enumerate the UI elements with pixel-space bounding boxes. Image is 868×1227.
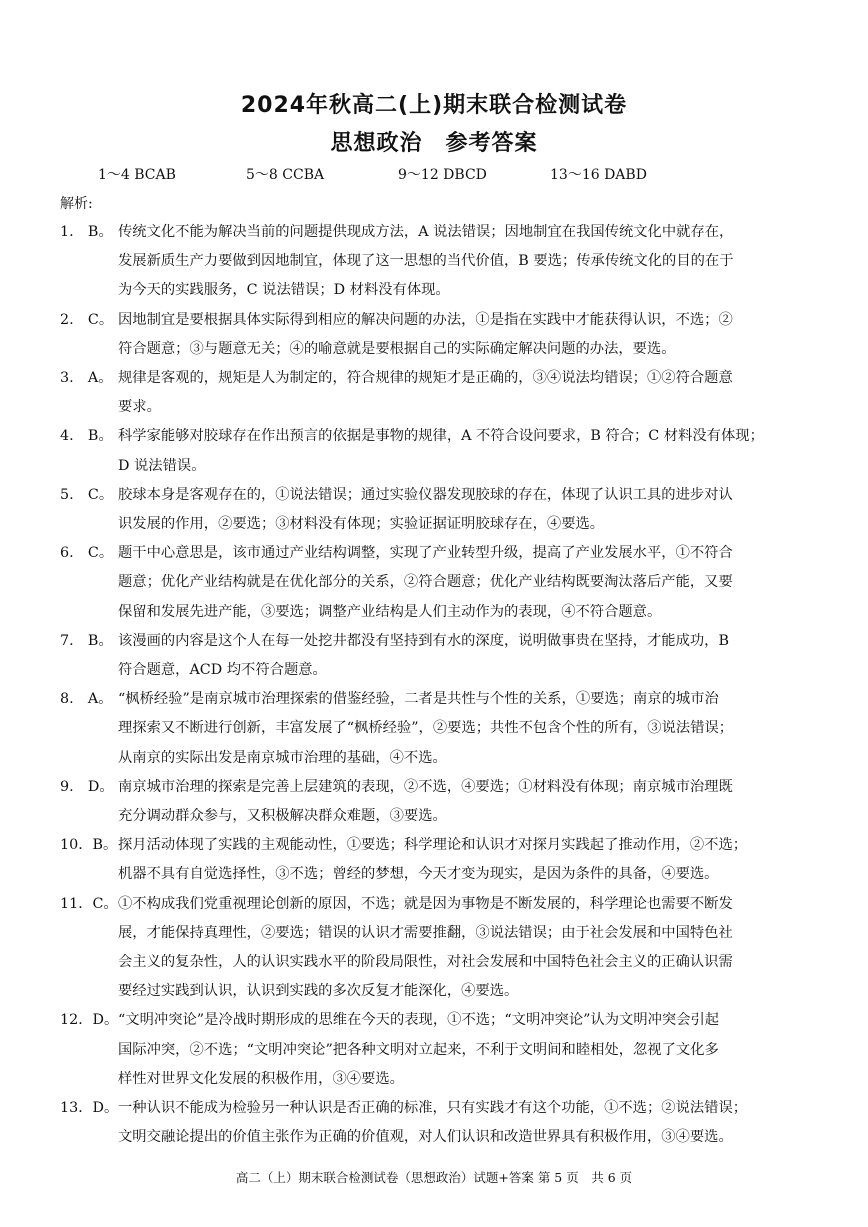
item-number: 5. C。 [60, 486, 114, 503]
item-text [118, 685, 812, 773]
answer-group: 1～4 BCAB [98, 167, 176, 183]
item-number: 9. D。 [60, 778, 114, 795]
item-number: 7. B。 [60, 632, 113, 649]
page-title: 2024年秋高二(上)期末联合检测试卷 [240, 93, 628, 118]
analysis-item [60, 890, 812, 1007]
item-text [118, 831, 812, 889]
analysis-item [60, 1094, 812, 1152]
analysis-label: 解析: [60, 196, 93, 212]
item-line: 充分调动群众参与，又积极解决群众难题，③要选。 [118, 808, 447, 825]
item-line: 符合题意，ACD 均不符合题意。 [118, 662, 327, 679]
analysis-item [60, 218, 812, 306]
item-line: 从南京的实际出发是南京城市治理的基础，④不选。 [118, 749, 447, 766]
item-line: 国际冲突，②不选；“文明冲突论”把各种文明对立起来，不利于文明间和睦相处，忽视了文化多 [118, 1041, 719, 1058]
item-line: 该漫画的内容是这个人在每一处挖井都没有坚持到有水的深度，说明做事贵在坚持，才能成功，B [118, 632, 729, 649]
analysis-item [60, 364, 812, 422]
page-subtitle: 思想政治 参考答案 [330, 131, 538, 156]
analysis-item [60, 1006, 812, 1094]
item-number: 12．D。 [60, 1012, 119, 1029]
analysis-item [60, 831, 812, 889]
item-number: 1. B。 [60, 224, 113, 240]
item-line: 为今天的实践服务，C 说法错误；D 材料没有体现。 [118, 282, 450, 299]
analysis-item [60, 627, 812, 685]
item-line: 要求。 [118, 399, 161, 416]
item-line: 要经过实践到认识，认识到实践的多次反复才能深化，④要选。 [118, 983, 519, 1000]
item-text [118, 1006, 812, 1094]
item-line: 机器不具有自觉选择性，③不选；曾经的梦想，今天才变为现实，是因为条件的具备，④要选。 [118, 866, 719, 883]
item-line: ①不构成我们党重视理论创新的原因，不选；就是因为事物是不断发展的，科学理论也需要不断发 [118, 895, 733, 912]
item-line: 保留和发展先进产能，③要选；调整产业结构是人们主动作为的表现，④不符合题意。 [118, 603, 662, 620]
item-number: 6. C。 [60, 545, 114, 562]
answer-group: 13～16 DABD [550, 167, 647, 183]
analysis-item [60, 422, 812, 480]
item-line: 传统文化不能为解决当前的问题提供现成方法，A 说法错误；因地制宜在我国传统文化中就存在， [118, 224, 734, 240]
item-number: 2. C。 [60, 311, 114, 328]
analysis-item [60, 773, 812, 831]
analysis-item [60, 306, 812, 364]
item-text [118, 627, 812, 685]
item-number: 13．D。 [60, 1100, 119, 1117]
item-number: 8. A。 [60, 691, 113, 708]
item-line: 理探索又不断进行创新，丰富发展了“枫桥经验”，②要选；共性不包含个性的所有，③说法错误； [118, 720, 734, 737]
item-number: 11．C。 [60, 895, 118, 912]
analysis-item [60, 481, 812, 539]
answer-group: 5～8 CCBA [246, 167, 325, 183]
analysis-list [60, 218, 812, 1153]
item-text [118, 1094, 812, 1152]
item-line: “枫桥经验”是南京城市治理探索的借鉴经验，二者是共性与个性的关系，①要选；南京的城市治 [118, 691, 719, 708]
item-line: 展，才能保持真理性，②要选；错误的认识才需要推翻，③说法错误；由于社会发展和中国特色社 [118, 924, 733, 941]
item-number: 3. A。 [60, 370, 113, 387]
analysis-item [60, 685, 812, 773]
item-line: 规律是客观的，规矩是人为制定的，符合规律的规矩才是正确的，③④说法均错误；①②符合题意 [118, 370, 733, 387]
item-line: 因地制宜是要根据具体实际得到相应的解决问题的办法，①是指在实践中才能获得认识，不选；② [118, 311, 733, 328]
item-line: 符合题意；③与题意无关；④的喻意就是要根据自己的实际确定解决问题的办法，要选。 [118, 340, 676, 357]
analysis-item [60, 539, 812, 627]
item-text [118, 890, 812, 1007]
item-text [118, 364, 812, 422]
item-line: 一种认识不能成为检验另一种认识是否正确的标准，只有实践才有这个功能，①不选；②说法错误； [118, 1100, 748, 1117]
item-line: 胶球本身是客观存在的，①说法错误；通过实验仪器发现胶球的存在，体现了认识工具的进步对认 [118, 486, 733, 503]
item-line: 识发展的作用，②要选；③材料没有体现；实验证据证明胶球存在，④要选。 [118, 516, 605, 533]
item-text [118, 539, 812, 627]
item-text [118, 306, 812, 364]
item-text [118, 218, 812, 306]
page-footer: 高二（上）期末联合检测试卷（思想政治）试题+答案 第 5 页 共 6 页 [235, 1170, 633, 1185]
answer-group: 9～12 DBCD [398, 167, 487, 183]
item-text [118, 422, 812, 480]
item-line: 发展新质生产力要做到因地制宜，体现了这一思想的当代价值，B 要选；传承传统文化的目的在于 [118, 253, 734, 270]
item-line: 文明交融论提出的价值主张作为正确的价值观，对人们认识和改造世界具有积极作用，③④要选。 [118, 1129, 733, 1146]
item-line: 科学家能够对胶球存在作出预言的依据是事物的规律，A 不符合设问要求，B 符合；C 材料没有体现； [118, 428, 764, 445]
item-line: 探月活动体现了实践的主观能动性，①要选；科学理论和认识才对探月实践起了推动作用，②不选； [118, 837, 748, 854]
item-line: “文明冲突论”是冷战时期形成的思维在今天的表现，①不选；“文明冲突论”认为文明冲突会引起 [118, 1012, 720, 1029]
item-text [118, 481, 812, 539]
item-text [118, 773, 812, 831]
item-line: 南京城市治理的探索是完善上层建筑的表现，②不选，④要选；①材料没有体现；南京城市治理既 [118, 778, 733, 795]
item-line: 题意；优化产业结构就是在优化部分的关系，②符合题意；优化产业结构既要淘汰落后产能，又要 [118, 574, 733, 591]
item-line: 样性对世界文化发展的积极作用，③④要选。 [118, 1070, 404, 1087]
item-line: D 说法错误。 [118, 457, 206, 474]
item-number: 10．B。 [60, 837, 118, 854]
item-number: 4. B。 [60, 428, 113, 445]
item-line: 题干中心意思是，该市通过产业结构调整，实现了产业转型升级，提高了产业发展水平，①不符合 [118, 545, 733, 562]
item-line: 会主义的复杂性，人的认识实践水平的阶段局限性，对社会发展和中国特色社会主义的正确认识需 [118, 954, 733, 971]
